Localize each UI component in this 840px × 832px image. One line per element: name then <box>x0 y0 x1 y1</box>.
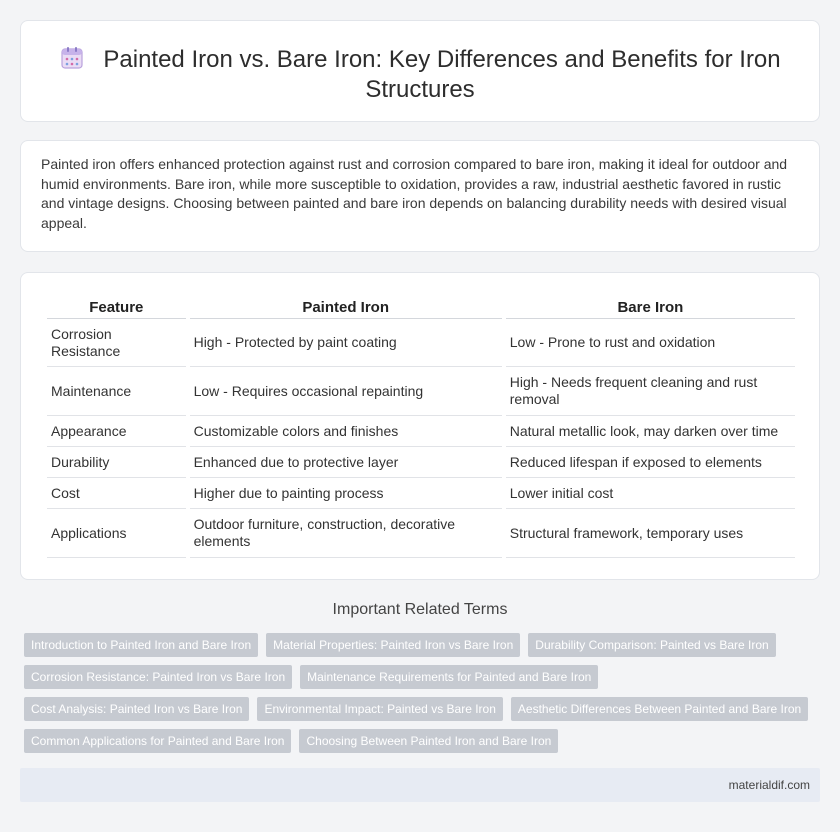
table-cell-bare: Natural metallic look, may darken over time <box>506 416 795 447</box>
table-cell-bare: Structural framework, temporary uses <box>506 509 795 558</box>
related-terms-list <box>24 633 814 761</box>
table-cell-bare: High - Needs frequent cleaning and rust removal <box>506 367 795 416</box>
table-cell-bare: Low - Prone to rust and oxidation <box>506 319 795 367</box>
table-row <box>47 509 795 558</box>
intro-paragraph: Painted iron offers enhanced protection against rust and corrosion compared to bare iron, making it ideal for outdoor and humid environments. Bare iron, while more susceptible to oxidation, provides a raw, industrial aesthetic favored in rustic and vintage designs. Choosing between painted and bare iron depends on balancing durability needs with desired visual appeal. <box>41 156 788 231</box>
table-cell-bare: Lower initial cost <box>506 478 795 509</box>
header-painted-iron: Painted Iron <box>190 297 502 319</box>
comparison-table <box>43 297 799 558</box>
related-term-tag[interactable]: Environmental Impact: Painted vs Bare Iron <box>257 697 502 721</box>
comparison-table-card <box>20 272 820 580</box>
table-cell-feature: Durability <box>47 447 186 478</box>
table-cell-painted: High - Protected by paint coating <box>190 319 502 367</box>
related-term-tag[interactable]: Aesthetic Differences Between Painted and Bare Iron <box>511 697 808 721</box>
related-term-tag[interactable]: Introduction to Painted Iron and Bare Iron <box>24 633 258 657</box>
calendar-icon <box>59 46 85 70</box>
page-title <box>21 45 819 105</box>
table-row <box>47 478 795 509</box>
table-row <box>47 367 795 416</box>
footer-site-name[interactable]: materialdif.com <box>728 778 810 792</box>
table-cell-painted: Outdoor furniture, construction, decorative elements <box>190 509 502 558</box>
table-cell-feature: Applications <box>47 509 186 558</box>
table-cell-painted: Customizable colors and finishes <box>190 416 502 447</box>
footer <box>20 768 820 802</box>
related-term-tag[interactable]: Maintenance Requirements for Painted and Bare Iron <box>300 665 598 689</box>
table-cell-feature: Appearance <box>47 416 186 447</box>
table-row <box>47 416 795 447</box>
table-cell-feature: Maintenance <box>47 367 186 416</box>
table-cell-bare: Reduced lifespan if exposed to elements <box>506 447 795 478</box>
related-term-tag[interactable]: Cost Analysis: Painted Iron vs Bare Iron <box>24 697 249 721</box>
header-card <box>20 20 820 122</box>
header-feature: Feature <box>47 297 186 319</box>
related-term-tag[interactable]: Material Properties: Painted Iron vs Bare Iron <box>266 633 520 657</box>
table-cell-feature: Cost <box>47 478 186 509</box>
page-title-text: Painted Iron vs. Bare Iron: Key Differences and Benefits for Iron Structures <box>103 46 781 103</box>
related-term-tag[interactable]: Common Applications for Painted and Bare Iron <box>24 729 291 753</box>
table-row <box>47 319 795 367</box>
related-terms-heading: Important Related Terms <box>332 601 508 618</box>
related-term-tag[interactable]: Choosing Between Painted Iron and Bare Iron <box>299 729 558 753</box>
table-cell-painted: Enhanced due to protective layer <box>190 447 502 478</box>
header-bare-iron: Bare Iron <box>506 297 795 319</box>
table-cell-feature: Corrosion Resistance <box>47 319 186 367</box>
table-cell-painted: Low - Requires occasional repainting <box>190 367 502 416</box>
table-cell-painted: Higher due to painting process <box>190 478 502 509</box>
table-header-row <box>47 297 795 319</box>
related-term-tag[interactable]: Corrosion Resistance: Painted Iron vs Bare Iron <box>24 665 292 689</box>
intro-card <box>20 140 820 252</box>
table-row <box>47 447 795 478</box>
related-term-tag[interactable]: Durability Comparison: Painted vs Bare Iron <box>528 633 775 657</box>
